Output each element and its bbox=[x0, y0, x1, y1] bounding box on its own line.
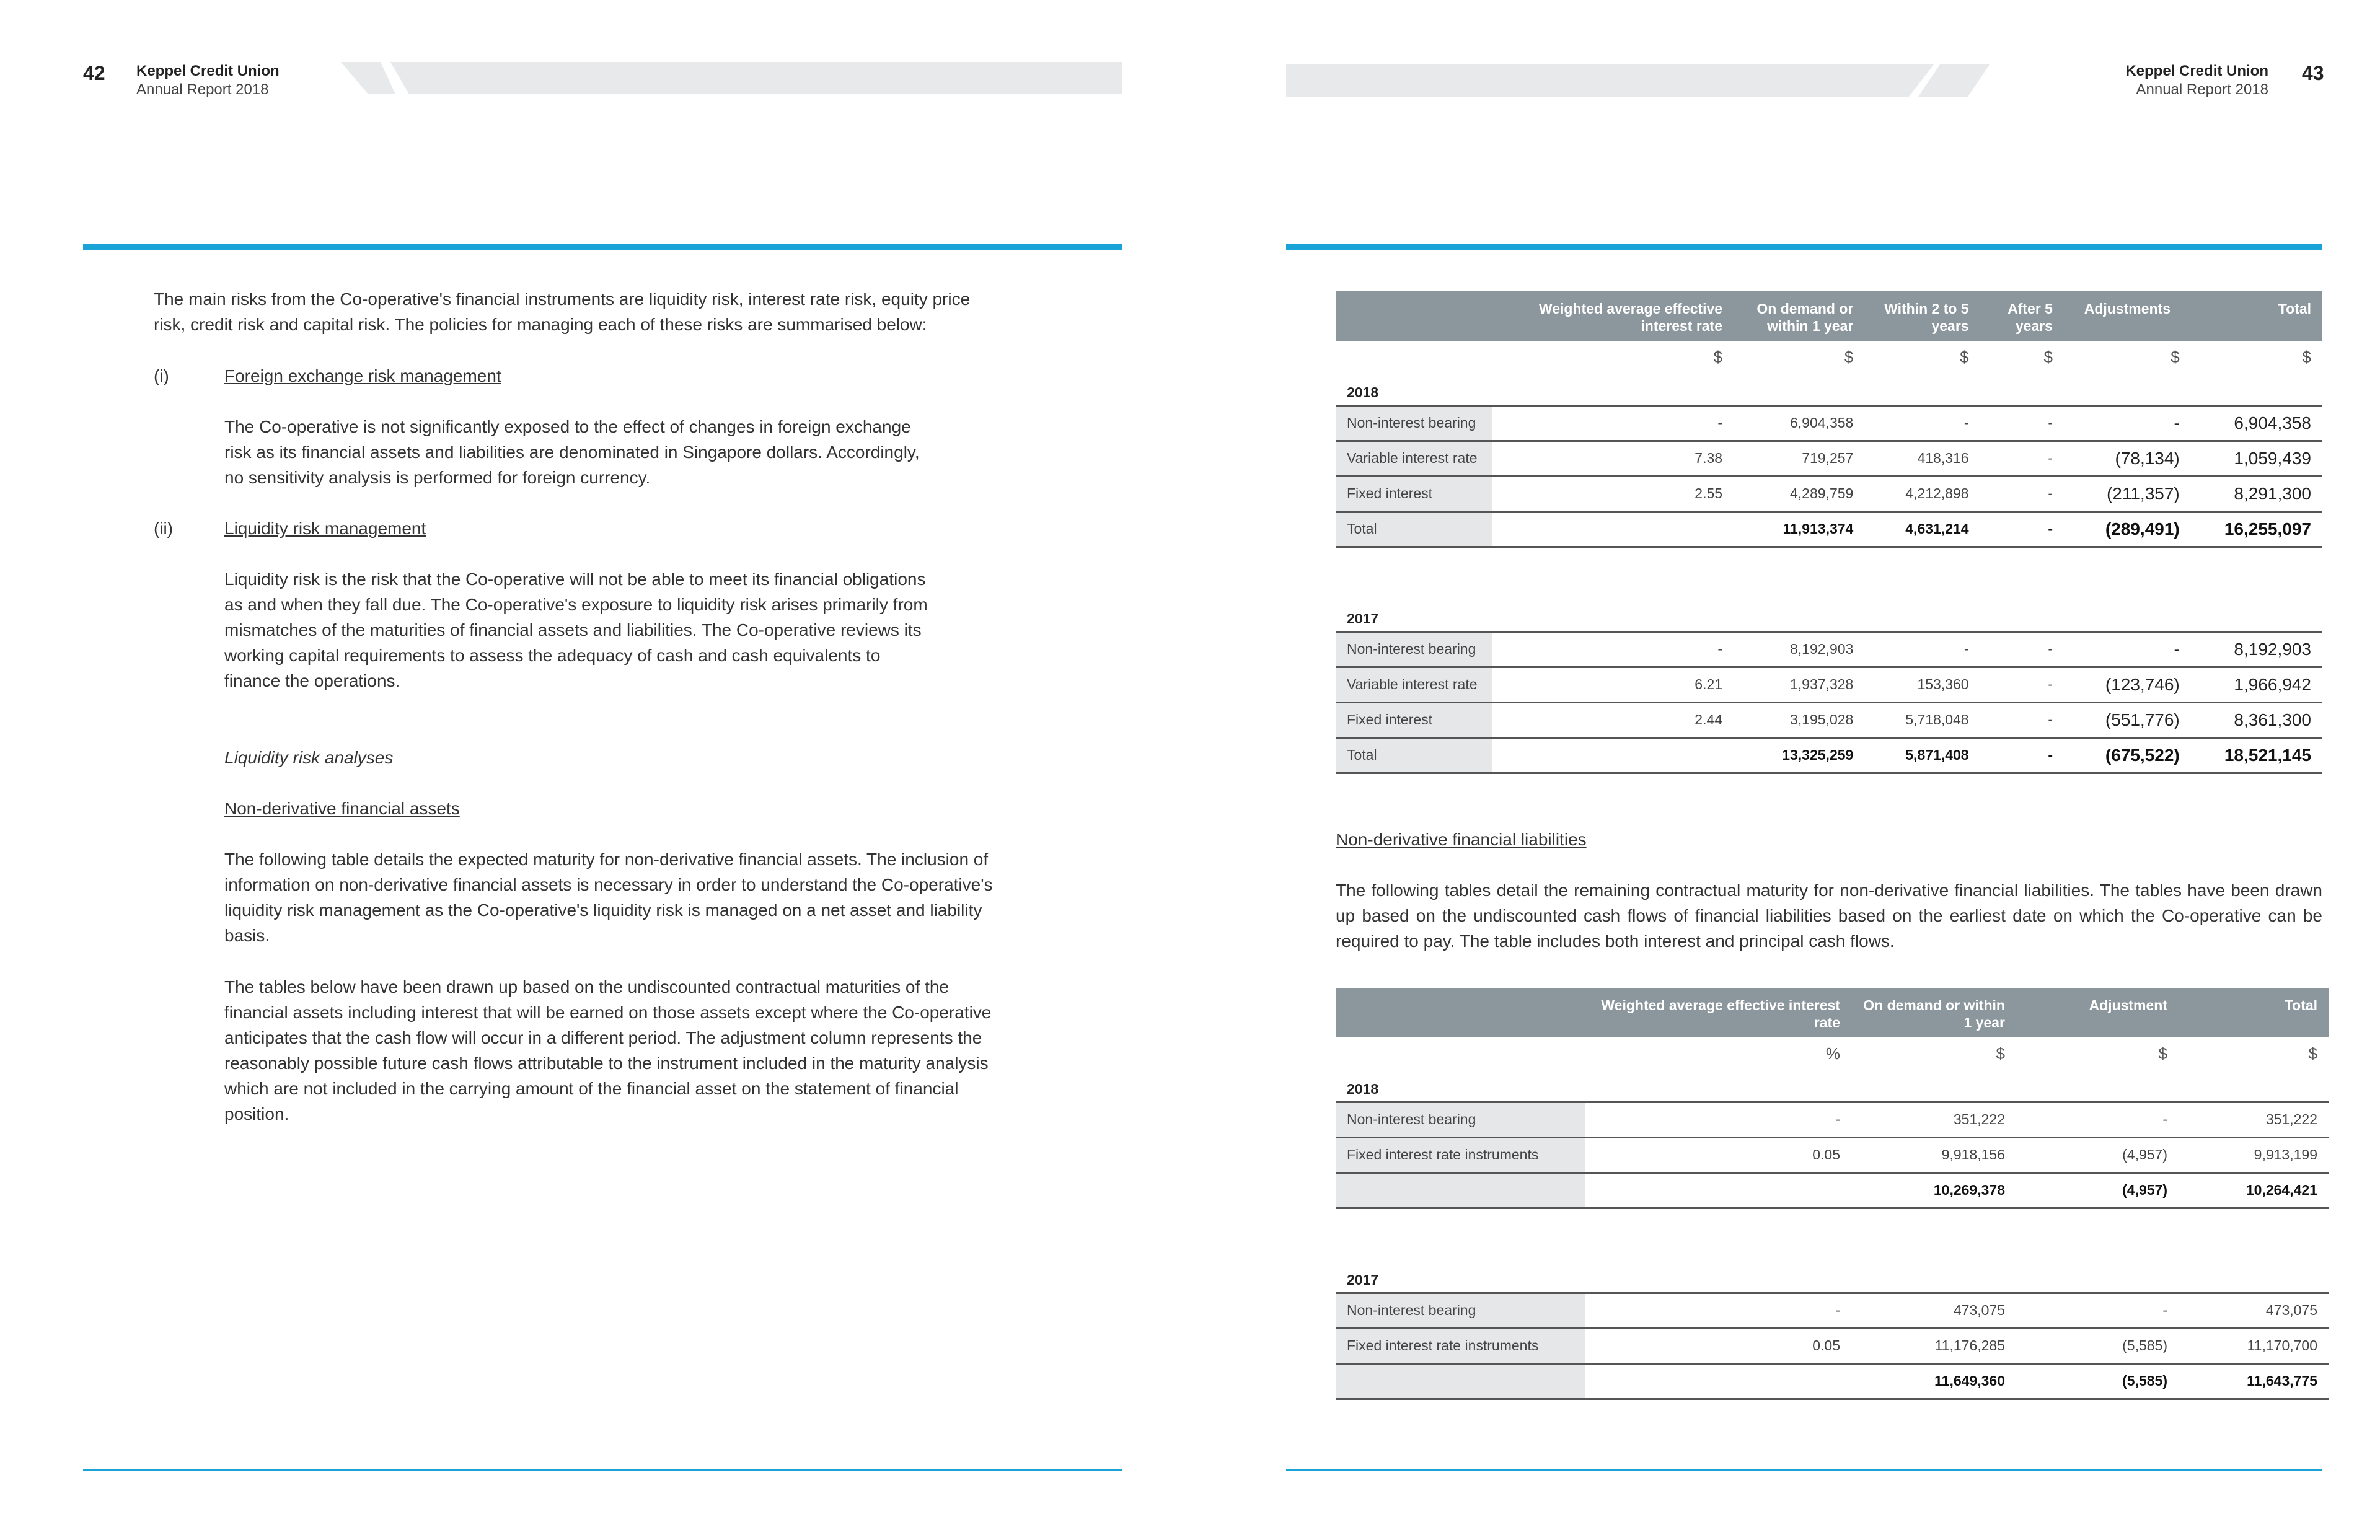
table-row bbox=[1336, 1328, 2329, 1363]
section-i-title: Foreign exchange risk management bbox=[224, 366, 501, 385]
row-label: Non-interest bearing bbox=[1336, 631, 1492, 667]
unit-cell: $ bbox=[2302, 347, 2311, 366]
table-row bbox=[1336, 1102, 2329, 1137]
year-row bbox=[1336, 1070, 2329, 1102]
right-header-report: Annual Report 2018 bbox=[2136, 81, 2268, 98]
row-label: Total bbox=[1336, 511, 1492, 547]
table-cell: 5,718,048 bbox=[1864, 702, 1980, 737]
table-cell: 153,360 bbox=[1864, 667, 1980, 702]
table-cell: (78,134) bbox=[2064, 441, 2191, 476]
table-row bbox=[1336, 702, 2322, 737]
total-row bbox=[1336, 511, 2322, 547]
liquidity-analyses-title: Liquidity risk analyses bbox=[224, 748, 394, 767]
header-cell: On demand or within 1 year bbox=[1734, 291, 1864, 341]
unit-cell bbox=[1336, 341, 1492, 373]
left-header-report: Annual Report 2018 bbox=[136, 81, 269, 98]
unit-cell: $ bbox=[1960, 347, 1969, 366]
table-cell: - bbox=[1864, 631, 1980, 667]
right-bottom-rule bbox=[1286, 1469, 2322, 1471]
units-row bbox=[1336, 341, 2322, 373]
table-cell: 719,257 bbox=[1734, 441, 1864, 476]
table-header-row bbox=[1336, 291, 2322, 341]
table-cell: - bbox=[1585, 1102, 1851, 1137]
table-cell: 6.21 bbox=[1492, 667, 1734, 702]
row-label: Fixed interest bbox=[1336, 702, 1492, 737]
table-cell: 351,222 bbox=[2179, 1102, 2329, 1137]
nd-liabilities-paragraph: The following tables detail the remaining contractual maturity for non-derivative financial liabilities. The tables have been drawn up based on the undiscounted cash flows of financial liabilities based on the earliest date on which the Co-operative can be required to pay. The table includes both interest and principal cash flows. bbox=[1336, 881, 2322, 951]
unit-cell bbox=[1336, 1037, 1585, 1070]
table-cell: 0.05 bbox=[1585, 1328, 1851, 1363]
year-label: 2018 bbox=[1336, 1070, 2329, 1102]
left-page-number: 42 bbox=[83, 62, 105, 84]
header-cell bbox=[1336, 291, 1492, 341]
table-cell: - bbox=[1492, 631, 1734, 667]
table-cell: 6,904,358 bbox=[2191, 405, 2322, 441]
table-cell: (551,776) bbox=[2064, 702, 2191, 737]
table-cell: - bbox=[1980, 702, 2064, 737]
table-cell: 8,192,903 bbox=[2191, 631, 2322, 667]
table-cell: 1,059,439 bbox=[2191, 441, 2322, 476]
table-cell: 6,904,358 bbox=[1734, 405, 1864, 441]
table-cell: 10,269,378 bbox=[1851, 1173, 2016, 1208]
left-bottom-rule bbox=[83, 1469, 1122, 1471]
table-cell: 11,643,775 bbox=[2179, 1363, 2329, 1399]
unit-cell: $ bbox=[2171, 347, 2180, 366]
table-cell: (289,491) bbox=[2064, 511, 2191, 547]
table-cell: (4,957) bbox=[2016, 1173, 2179, 1208]
table-row bbox=[1336, 631, 2322, 667]
section-i-body: The Co-operative is not significantly exposed to the effect of changes in foreign exchange risk as its financial assets and liabilities are denominated in Singapore dollars. Accordingly, no sensitivity analysis is performed for foreign currency. bbox=[224, 417, 920, 487]
unit-cell: $ bbox=[2308, 1044, 2317, 1063]
table-cell: - bbox=[1980, 476, 2064, 511]
table-cell: 4,289,759 bbox=[1734, 476, 1864, 511]
table-cell: 0.05 bbox=[1585, 1137, 1851, 1173]
nd-liabilities-title: Non-derivative financial liabilities bbox=[1336, 830, 1587, 849]
table-cell: (4,957) bbox=[2016, 1137, 2179, 1173]
table-cell: 8,192,903 bbox=[1734, 631, 1864, 667]
row-label: Variable interest rate bbox=[1336, 441, 1492, 476]
table-cell: (5,585) bbox=[2016, 1363, 2179, 1399]
table-spacer bbox=[1336, 1208, 2329, 1261]
table-cell: 7.38 bbox=[1492, 441, 1734, 476]
left-header-org: Keppel Credit Union bbox=[136, 63, 280, 79]
table-row bbox=[1336, 667, 2322, 702]
year-label: 2017 bbox=[1336, 599, 2322, 631]
table-cell: 4,631,214 bbox=[1864, 511, 1980, 547]
liabilities-maturity-table bbox=[1336, 988, 2329, 1400]
table-cell bbox=[1585, 1173, 1851, 1208]
table-cell: 9,913,199 bbox=[2179, 1137, 2329, 1173]
header-cell: Within 2 to 5 years bbox=[1864, 291, 1980, 341]
table-cell: 11,170,700 bbox=[2179, 1328, 2329, 1363]
table-row bbox=[1336, 1137, 2329, 1173]
table-cell: 3,195,028 bbox=[1734, 702, 1864, 737]
row-label: Fixed interest rate instruments bbox=[1336, 1328, 1585, 1363]
right-header-org-block bbox=[1897, 62, 2268, 99]
nd-assets-paragraph-2: The tables below have been drawn up based on the undiscounted contractual maturities of the financial assets including interest that will be earned on those assets except where the Co-operative anticipates that the cash flow will occur in a different period. The adjustment column represents the reasonably possible future cash flows attributable to the instrument included in the maturity analysis which are not included in the carrying amount of the financial asset on the statement of financial position. bbox=[224, 977, 992, 1124]
unit-cell: $ bbox=[1996, 1044, 2005, 1063]
table-cell: - bbox=[1980, 631, 2064, 667]
table-cell: 351,222 bbox=[1851, 1102, 2016, 1137]
table-cell: 11,913,374 bbox=[1734, 511, 1864, 547]
table-cell: 9,918,156 bbox=[1851, 1137, 2016, 1173]
section-i-number: (i) bbox=[154, 366, 169, 385]
units-row bbox=[1336, 1037, 2329, 1070]
unit-cell: $ bbox=[1713, 347, 1723, 366]
table-row bbox=[1336, 1293, 2329, 1328]
section-ii-number: (ii) bbox=[154, 519, 174, 538]
left-top-rule bbox=[83, 244, 1122, 250]
right-top-rule bbox=[1286, 244, 2322, 250]
table-cell: - bbox=[1980, 667, 2064, 702]
nd-assets-title: Non-derivative financial assets bbox=[224, 799, 460, 818]
table-cell: 11,649,360 bbox=[1851, 1363, 2016, 1399]
table-cell: 418,316 bbox=[1864, 441, 1980, 476]
section-ii-title: Liquidity risk management bbox=[224, 519, 426, 538]
table-cell: 473,075 bbox=[1851, 1293, 2016, 1328]
table-cell: 13,325,259 bbox=[1734, 737, 1864, 773]
table-cell: - bbox=[2016, 1293, 2179, 1328]
row-label: Non-interest bearing bbox=[1336, 1102, 1585, 1137]
header-cell: Weighted average effective interest rate bbox=[1492, 291, 1734, 341]
table-cell bbox=[1492, 737, 1734, 773]
row-label: Fixed interest rate instruments bbox=[1336, 1137, 1585, 1173]
section-ii-body: Liquidity risk is the risk that the Co-operative will not be able to meet its financial obligations as and when they fall due. The Co-operative's exposure to liquidity risk arises primarily from mismatches of the maturities of financial assets and liabilities. The Co-operative reviews its working capital requirements to assess the adequacy of cash and cash equivalents to finance the operations. bbox=[224, 570, 928, 690]
header-cell: On demand or within 1 year bbox=[1851, 988, 2016, 1037]
total-row bbox=[1336, 737, 2322, 773]
table-cell: - bbox=[1980, 511, 2064, 547]
table-cell: 10,264,421 bbox=[2179, 1173, 2329, 1208]
table-cell: 8,291,300 bbox=[2191, 476, 2322, 511]
unit-cell: % bbox=[1825, 1044, 1840, 1063]
header-cell: Adjustment bbox=[2016, 988, 2179, 1037]
unit-cell: $ bbox=[1844, 347, 1854, 366]
table-cell: 2.55 bbox=[1492, 476, 1734, 511]
right-header-org: Keppel Credit Union bbox=[2125, 63, 2268, 79]
total-row bbox=[1336, 1173, 2329, 1208]
unit-cell: $ bbox=[2043, 347, 2053, 366]
row-label: Fixed interest bbox=[1336, 476, 1492, 511]
table-cell: - bbox=[1492, 405, 1734, 441]
table-spacer bbox=[1336, 547, 2322, 599]
table-cell bbox=[1492, 511, 1734, 547]
table-cell: - bbox=[1980, 737, 2064, 773]
year-row bbox=[1336, 1261, 2329, 1293]
intro-paragraph: The main risks from the Co-operative's financial instruments are liquidity risk, interest rate risk, equity price risk, credit risk and capital risk. The policies for managing each of these risks are summarised below: bbox=[154, 289, 971, 334]
assets-maturity-table bbox=[1336, 291, 2322, 774]
table-header-row bbox=[1336, 988, 2329, 1037]
table-cell: 1,966,942 bbox=[2191, 667, 2322, 702]
row-label: Non-interest bearing bbox=[1336, 405, 1492, 441]
table-cell: 5,871,408 bbox=[1864, 737, 1980, 773]
table-cell: (5,585) bbox=[2016, 1328, 2179, 1363]
table-cell: 11,176,285 bbox=[1851, 1328, 2016, 1363]
table-cell: (675,522) bbox=[2064, 737, 2191, 773]
table-cell: - bbox=[1864, 405, 1980, 441]
left-header-band bbox=[341, 62, 1122, 95]
unit-cell: $ bbox=[2158, 1044, 2167, 1063]
row-label bbox=[1336, 1173, 1585, 1208]
header-cell: After 5 years bbox=[1980, 291, 2064, 341]
table-cell: 2.44 bbox=[1492, 702, 1734, 737]
row-label: Variable interest rate bbox=[1336, 667, 1492, 702]
header-cell: Adjustments bbox=[2064, 291, 2191, 341]
right-header-band bbox=[1286, 64, 1990, 98]
header-cell: Total bbox=[2179, 988, 2329, 1037]
header-cell: Weighted average effective interest rate bbox=[1585, 988, 1851, 1037]
year-label: 2018 bbox=[1336, 373, 2322, 405]
header-cell: Total bbox=[2191, 291, 2322, 341]
nd-assets-paragraph-1: The following table details the expected maturity for non-derivative financial assets. The inclusion of information on non-derivative financial assets is necessary in order to understand the Co-operative's liquidity risk management as the Co-operative's liquidity risk is managed on a net asset and liability basis. bbox=[224, 850, 993, 945]
year-label: 2017 bbox=[1336, 1261, 2329, 1293]
table-row bbox=[1336, 476, 2322, 511]
row-label: Non-interest bearing bbox=[1336, 1293, 1585, 1328]
table-cell: - bbox=[1585, 1293, 1851, 1328]
table-cell: (211,357) bbox=[2064, 476, 2191, 511]
total-row bbox=[1336, 1363, 2329, 1399]
table-row bbox=[1336, 441, 2322, 476]
year-row bbox=[1336, 373, 2322, 405]
row-label: Total bbox=[1336, 737, 1492, 773]
table-cell: 473,075 bbox=[2179, 1293, 2329, 1328]
table-cell: - bbox=[1980, 405, 2064, 441]
table-cell: 1,937,328 bbox=[1734, 667, 1864, 702]
table-cell: 16,255,097 bbox=[2191, 511, 2322, 547]
table-cell bbox=[1585, 1363, 1851, 1399]
header-cell bbox=[1336, 988, 1585, 1037]
table-cell: - bbox=[2016, 1102, 2179, 1137]
table-cell: 4,212,898 bbox=[1864, 476, 1980, 511]
table-row bbox=[1336, 405, 2322, 441]
left-header-org-block bbox=[136, 62, 280, 99]
table-cell: - bbox=[1980, 441, 2064, 476]
table-cell: 18,521,145 bbox=[2191, 737, 2322, 773]
table-cell: - bbox=[2064, 631, 2191, 667]
right-page-number: 43 bbox=[2302, 62, 2324, 84]
table-cell: - bbox=[2064, 405, 2191, 441]
year-row bbox=[1336, 599, 2322, 631]
table-cell: 8,361,300 bbox=[2191, 702, 2322, 737]
row-label bbox=[1336, 1363, 1585, 1399]
table-cell: (123,746) bbox=[2064, 667, 2191, 702]
